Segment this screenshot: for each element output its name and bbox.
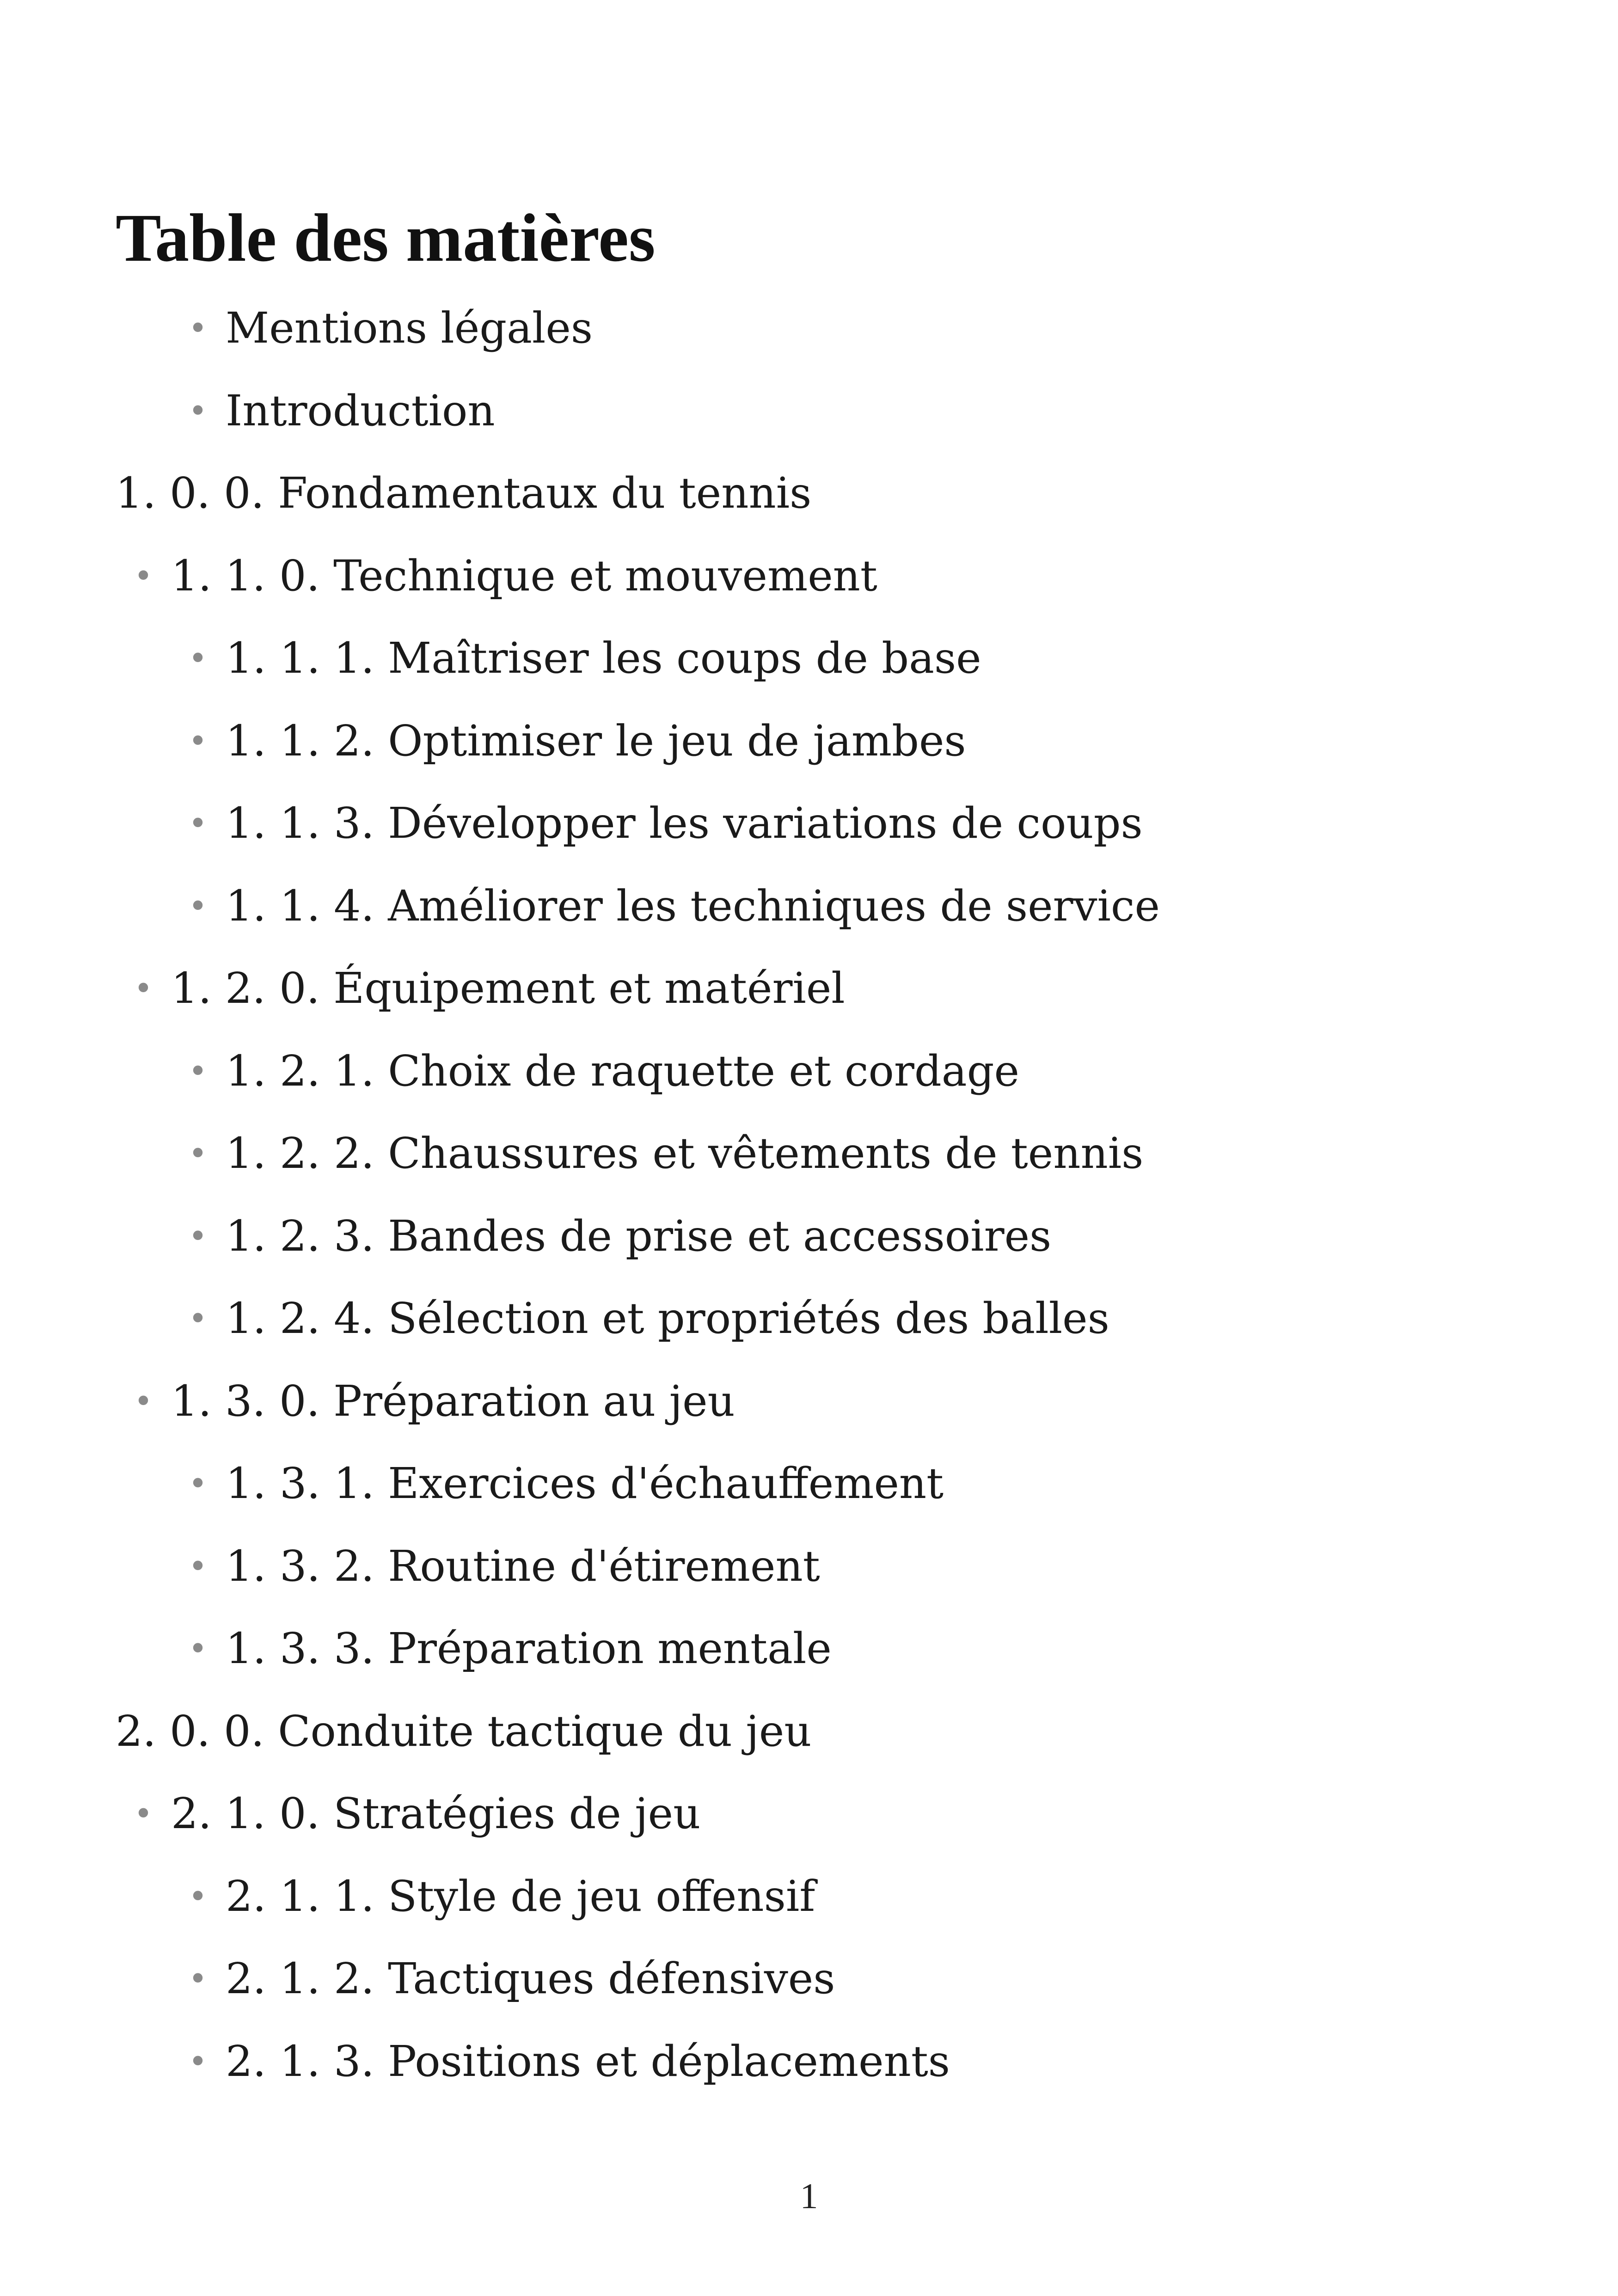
bullet-dot-icon: • [188, 2043, 208, 2081]
toc-entry-label: 1. 1. 3. Développer les variations de coups [226, 798, 1143, 848]
toc-entry[interactable] [188, 878, 1160, 934]
toc-entry[interactable] [188, 1126, 1144, 1181]
bullet-dot-icon: • [188, 1960, 208, 1998]
toc-entry-label: 1. 2. 1. Choix de raquette et cordage [226, 1046, 1019, 1096]
bullet-dot-icon: • [188, 1878, 208, 1915]
toc-entry-label: 2. 1. 0. Stratégies de jeu [171, 1789, 701, 1838]
toc-entry[interactable] [188, 631, 981, 686]
toc-entry-label: 1. 2. 0. Équipement et matériel [171, 964, 845, 1013]
toc-entry[interactable] [188, 1456, 944, 1511]
bullet-dot-icon: • [134, 1382, 153, 1420]
toc-entry[interactable] [116, 1704, 812, 1759]
toc-entry[interactable] [188, 796, 1143, 851]
toc-entry-label: Introduction [226, 386, 495, 436]
bullet-dot-icon: • [188, 1135, 208, 1173]
toc-entry[interactable] [188, 301, 593, 356]
page-number: 1 [800, 2176, 818, 2216]
toc-entry-label: 1. 1. 1. Maîtriser les coups de base [226, 633, 981, 683]
toc-entry[interactable] [188, 1869, 815, 1924]
toc-entry-label: 1. 3. 1. Exercices d'échauffement [226, 1459, 944, 1508]
toc-entry-label: 1. 3. 2. Routine d'étirement [226, 1541, 820, 1591]
bullet-dot-icon: • [188, 1465, 208, 1503]
toc-entry[interactable] [188, 1209, 1052, 1264]
page-title: Table des matières [116, 200, 656, 276]
toc-entry-label: 1. 3. 0. Préparation au jeu [171, 1376, 735, 1426]
bullet-dot-icon: • [188, 804, 208, 842]
toc-entry[interactable] [188, 383, 495, 439]
toc-entry-label: 1. 1. 2. Optimiser le jeu de jambes [226, 716, 966, 766]
bullet-dot-icon: • [188, 392, 208, 430]
bullet-dot-icon: • [188, 1052, 208, 1090]
toc-entry[interactable] [134, 1786, 701, 1842]
toc-entry[interactable] [134, 548, 877, 604]
toc-entry-label: 1. 1. 4. Améliorer les techniques de service [226, 881, 1160, 931]
bullet-dot-icon: • [188, 1217, 208, 1255]
toc-entry-label: 2. 1. 1. Style de jeu offensif [226, 1872, 815, 1921]
toc-entry-label: 2. 1. 2. Tactiques défensives [226, 1954, 835, 2003]
toc-entry[interactable] [188, 1539, 820, 1594]
bullet-dot-icon: • [188, 309, 208, 347]
bullet-dot-icon: • [188, 722, 208, 760]
toc-entry-label: 1. 2. 2. Chaussures et vêtements de tennis [226, 1129, 1144, 1178]
toc-entry-label: 1. 0. 0. Fondamentaux du tennis [116, 468, 812, 518]
toc-entry-label: 2. 1. 3. Positions et déplacements [226, 2037, 950, 2086]
bullet-dot-icon: • [134, 970, 153, 1007]
bullet-dot-icon: • [188, 639, 208, 677]
toc-entry[interactable] [188, 1044, 1019, 1099]
bullet-dot-icon: • [188, 1300, 208, 1338]
toc-entry[interactable] [134, 1374, 735, 1429]
bullet-dot-icon: • [134, 557, 153, 595]
toc-entry-label: 2. 0. 0. Conduite tactique du jeu [116, 1707, 812, 1756]
bullet-dot-icon: • [134, 1795, 153, 1833]
bullet-dot-icon: • [188, 1547, 208, 1585]
toc-entry[interactable] [188, 2034, 950, 2089]
toc-entry-label: 1. 3. 3. Préparation mentale [226, 1624, 832, 1673]
toc-entry[interactable] [188, 1291, 1109, 1346]
toc-entry-label: 1. 2. 3. Bandes de prise et accessoires [226, 1211, 1052, 1261]
toc-entry[interactable] [134, 961, 845, 1016]
toc-entry[interactable] [188, 713, 966, 769]
toc-entry[interactable] [188, 1951, 835, 2007]
toc-entry-label: Mentions légales [226, 303, 593, 353]
bullet-dot-icon: • [188, 887, 208, 925]
toc-entry-label: 1. 2. 4. Sélection et propriétés des balles [226, 1294, 1109, 1343]
toc-entry[interactable] [188, 1621, 832, 1676]
bullet-dot-icon: • [188, 1630, 208, 1668]
toc-entry-label: 1. 1. 0. Technique et mouvement [171, 551, 877, 601]
toc-entry[interactable] [116, 466, 811, 521]
